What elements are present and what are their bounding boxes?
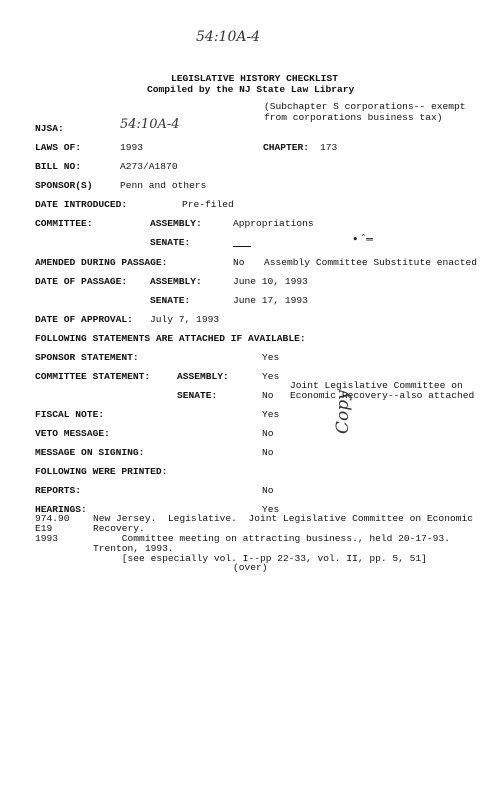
message-on-signing-label: MESSAGE ON SIGNING: <box>35 447 145 458</box>
margin-handwriting: Copy <box>333 390 353 434</box>
citation-line-3: Committee meeting on attracting business., held 20-17-93. <box>93 533 450 544</box>
citation-line-4: Trenton, 1993. <box>93 543 174 554</box>
committee-senate-label: SENATE: <box>150 237 191 248</box>
committee-assembly-label: ASSEMBLY: <box>150 218 202 229</box>
citation-line-5: [see especially vol. I--pp 22-33, vol. II, pp. 5, 51] <box>93 553 427 564</box>
sponsor-label: SPONSOR(S) <box>35 180 93 191</box>
call-number-line-2: E19 <box>35 523 53 534</box>
statement-note-line-1: Joint Legislative Committee on <box>290 380 463 391</box>
fiscal-note-value: Yes <box>262 409 280 420</box>
statement-assembly-label: ASSEMBLY: <box>177 371 229 382</box>
committee-statement-label: COMMITTEE STATEMENT: <box>35 371 151 382</box>
passage-senate-value: June 17, 1993 <box>233 295 308 306</box>
statement-note-line-2: Economic Recovery--also attached <box>290 390 475 401</box>
chapter-label: CHAPTER: <box>263 142 310 153</box>
date-of-approval-value: July 7, 1993 <box>150 314 220 325</box>
date-introduced-value: Pre-filed <box>182 199 234 210</box>
bill-no-label: BILL NO: <box>35 161 82 172</box>
citation-line-1: New Jersey. Legislative. Joint Legislative Committee on Economic <box>93 513 473 524</box>
reports-value: No <box>262 485 274 496</box>
sponsor-statement-label: SPONSOR STATEMENT: <box>35 352 139 363</box>
subject-line-1: (Subchapter S corporations-- exempt <box>264 101 466 112</box>
statement-senate-label: SENATE: <box>177 390 218 401</box>
njsa-label: NJSA: <box>35 123 64 134</box>
senate-blank-line <box>233 246 251 247</box>
call-number-line-3: 1993 <box>35 533 59 544</box>
call-number-line-1: 974.90 <box>35 513 70 524</box>
amended-note: Assembly Committee Substitute enacted <box>264 257 478 268</box>
handwritten-code: 54:10A-4 <box>196 29 261 45</box>
passage-assembly-value: June 10, 1993 <box>233 276 308 287</box>
date-of-approval-label: DATE OF APPROVAL: <box>35 314 133 325</box>
passage-assembly-label: ASSEMBLY: <box>150 276 202 287</box>
statement-assembly-value: Yes <box>262 371 280 382</box>
amended-value: No <box>233 257 245 268</box>
date-introduced-label: DATE INTRODUCED: <box>35 199 128 210</box>
veto-message-value: No <box>262 428 274 439</box>
statement-senate-value: No <box>262 390 274 401</box>
message-on-signing-value: No <box>262 447 274 458</box>
scribble-mark: • ˆ═ <box>352 233 373 246</box>
passage-senate-label: SENATE: <box>150 295 191 306</box>
hearings-label: HEARINGS: <box>35 504 87 515</box>
njsa-value: 54:10A-4 <box>120 117 180 132</box>
laws-of-value: 1993 <box>120 142 144 153</box>
page-title: LEGISLATIVE HISTORY CHECKLIST <box>171 73 338 84</box>
sponsor-statement-value: Yes <box>262 352 280 363</box>
sponsor-value: Penn and others <box>120 180 207 191</box>
bill-no-value: A273/A1870 <box>120 161 178 172</box>
following-attached-heading: FOLLOWING STATEMENTS ARE ATTACHED IF AVAILABLE: <box>35 333 306 344</box>
reports-label: REPORTS: <box>35 485 82 496</box>
subject-line-2: from corporations business tax) <box>264 112 443 123</box>
committee-assembly-value: Appropriations <box>233 218 314 229</box>
over-note: (over) <box>233 562 268 573</box>
compiled-by: Compiled by the NJ State Law Library <box>147 84 355 95</box>
date-of-passage-label: DATE OF PASSAGE: <box>35 276 128 287</box>
hearings-value: Yes <box>262 504 280 515</box>
fiscal-note-label: FISCAL NOTE: <box>35 409 105 420</box>
chapter-value: 173 <box>320 142 338 153</box>
committee-label: COMMITTEE: <box>35 218 93 229</box>
laws-of-label: LAWS OF: <box>35 142 82 153</box>
citation-line-2: Recovery. <box>93 523 145 534</box>
following-printed-heading: FOLLOWING WERE PRINTED: <box>35 466 168 477</box>
veto-message-label: VETO MESSAGE: <box>35 428 110 439</box>
amended-label: AMENDED DURING PASSAGE: <box>35 257 168 268</box>
